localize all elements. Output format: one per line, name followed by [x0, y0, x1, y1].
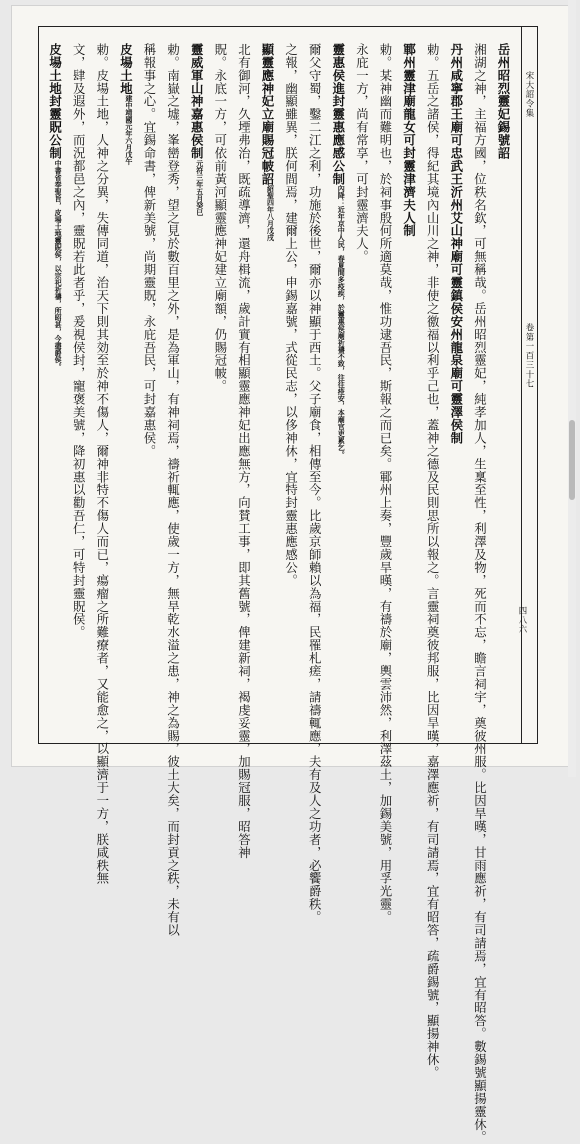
annotation-note: 元符三年五月癸巳: [195, 159, 205, 216]
text-column: [94, 43, 110, 885]
column-text: 勅。某神幽而難明也，於祠事殷何所適莫哉，惟功逮吾民，斯報之而已矣。鄆州上奏，豐歲旱暵，有禱於廟，輿雲沛然，利澤茲土，加錫美號，用孚光靈。: [378, 43, 393, 924]
edict-title-column: [259, 43, 275, 241]
column-text: 皮場土地封靈貺公制: [47, 43, 63, 160]
column-text: 顯靈應神妃立廟賜冠帔詔: [260, 43, 275, 186]
column-text: 丹州咸寧郡王廟可忠武王沂州艾山神廟可靈鎮侯安州龍泉廟可靈澤侯制: [448, 43, 464, 445]
edict-title-column: [117, 43, 133, 165]
column-text: 皮場土地: [118, 43, 134, 95]
column-text: 勅。南嶽之墟，峯巒登秀，望之見於數百里之外，是為軍山，有神祠焉，禱祈輒應，使歲一方，無旱乾水溢之患，神之為賜，彼土大矣，而封貢之秩，未有以: [165, 43, 181, 937]
edict-title-column: [330, 43, 346, 458]
text-column: [165, 43, 181, 937]
document-page: [12, 6, 568, 1144]
text-column: [141, 43, 157, 457]
column-text: 勅。五岳之諸侯，得紀其境內山川之神，非使之徼福以利乎己也，蓋神之德及民則思所以報之。言靈祠奠彼邦服，比因旱暵，嘉澤應祈，有司請焉，宜有昭答，疏爵錫號，顯揚神休。: [425, 43, 441, 1079]
column-text: 永庇一方，尚有常享，可封靈濟夫人。: [354, 43, 370, 264]
text-column: [471, 43, 487, 1144]
column-text: 之報，幽顯雖異，朕何間焉，建爾上公，申錫嘉號，式從民志，以侈神休，宜特封靈惠應感公。: [283, 43, 299, 587]
annotation-note: 內降：近年京中人民，春夏間多疫疾，於靈惠侯廟祈禱不致，往往痊安，本廟官吏累乞。: [337, 185, 347, 459]
column-text: 鄆州靈津廟龍女可封靈津濟夫人制: [401, 43, 417, 238]
column-text: 岳州昭烈靈妃錫號詔: [496, 43, 511, 160]
page-frame: [38, 26, 538, 1144]
volume-label: 卷第一百三十七: [525, 323, 535, 389]
column-text: 靈惠侯進封靈惠應感公制: [330, 43, 346, 186]
book-title: 宋大詔令集: [525, 71, 535, 118]
text-column: [353, 43, 369, 263]
column-text: 文，肆及遐外，而況都邑之內，靈貺若此者乎，爰視侯封，寵褒美號，降初惠以勸吾仁，可特封靈貺侯。: [71, 43, 87, 639]
text-column: [70, 43, 86, 639]
column-text: 北有御河，久堙弗治，既疏導濟，還舟楫流，歲計實有相顯靈應神妃出應無方，向賛工事，即其舊號，俾建新祠，褐虔妥靈，加賜冠服，昭答神: [236, 43, 252, 859]
edict-title-column: [495, 43, 511, 160]
edict-title-column: [188, 43, 204, 216]
text-column: [283, 43, 299, 587]
annotation-note: 建中靖國元年六月戊午: [124, 94, 134, 165]
text-column: [306, 43, 322, 924]
scrollbar-thumb[interactable]: [569, 420, 575, 500]
annotation-note: 中書省奉聖旨，皮場土地靈貺侯，以宗祀祈禱，所昭甚，今盡爵侯。: [54, 159, 64, 370]
column-text: 勅。皮場土地，人神之分異，失傳同道，治天下則其効至於神不傷人，爾神非特不傷人而已，瘍瘤之所難療者，又能愈之，以顯濟于一方，朕咸秩無: [94, 43, 110, 885]
text-column: [212, 43, 228, 393]
column-text: 爾父守蜀，鑿二江之利，功施於後世，爾亦以神顯于西土。父子廟食，相傳至今。比歲京師賴以為福，民罹札瘥，請禱輒應，夫有及人之功者，必饗爵秩。: [307, 43, 323, 924]
column-text: 貺。永底一方，可依前黃河顯靈應神妃建立廟額，仍賜冠帔。: [212, 43, 228, 393]
page-number: 四八六: [518, 606, 528, 635]
column-text: 靈威軍山神嘉惠侯制: [189, 43, 205, 160]
scrollbar-track[interactable]: [568, 0, 576, 777]
column-text: 湘湖之神，主福方國，位秩名欽，可無稱哉。岳州昭烈靈妃，純孝加人，生稟至性，利澤及物，死而不忘，瞻言祠宇，奠彼州服。比因旱暵，甘雨應祈，有司請焉，宜有昭答。數錫號顯揚靈休。: [472, 43, 488, 1144]
edict-title-column: [401, 43, 417, 237]
page-header-column: [521, 27, 538, 743]
annotation-note: 紹聖四年八月戊戌: [266, 185, 276, 242]
text-column: [424, 43, 440, 1079]
edict-title-column: [47, 43, 63, 370]
edict-title-column: [448, 43, 464, 444]
text-column: [377, 43, 393, 924]
column-text: 稱報事之心。宜錫命書，俾新美號，尚期靈貺，永庇吾民，可封嘉惠侯。: [142, 43, 157, 458]
text-column: [235, 43, 251, 859]
